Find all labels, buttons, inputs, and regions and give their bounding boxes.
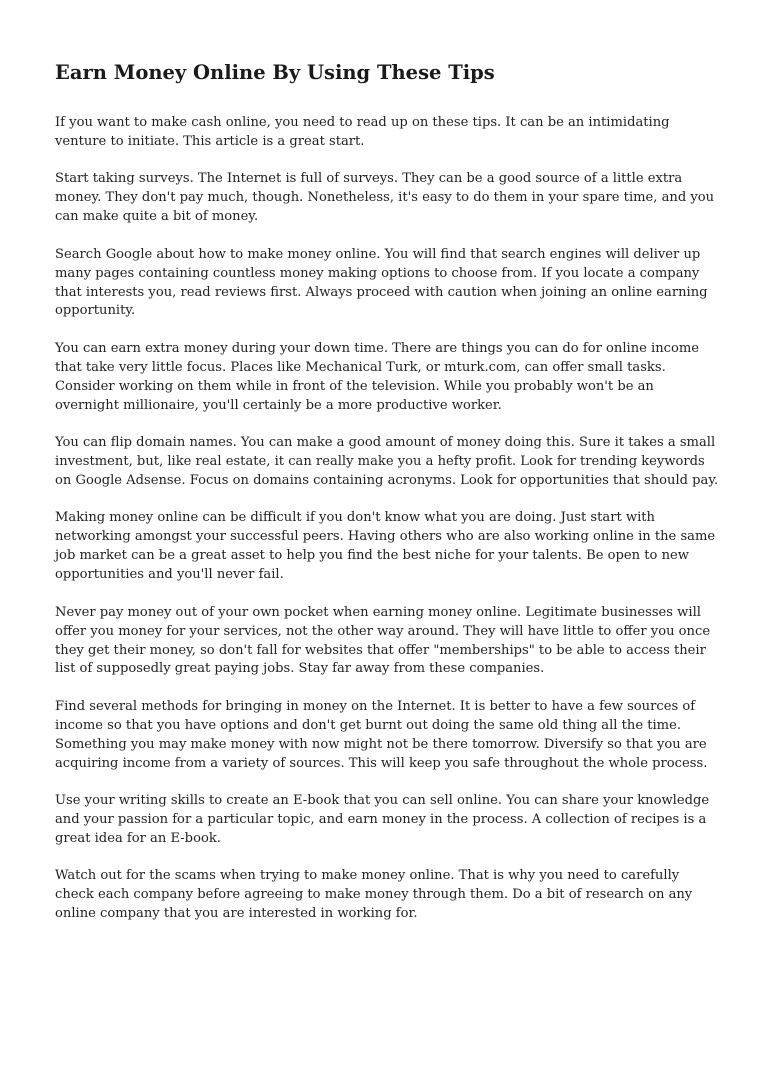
paragraph-8: Find several methods for bringing in money on the Internet. It is better to have a few sources of income so that you have options and don't get burnt out doing the same old thing all the time. Something you may make money with now might not be there tomorrow. Diversify so that you are acquiring income from a variety of sources. This will keep you safe throughout the whole process. [55, 698, 708, 771]
paragraph-6: Making money online can be difficult if you don't know what you are doing. Just start with networking amongst your successful peers. Having others who are also working online in the same job market can be a great asset to help you find the best niche for your talents. Be open to new opportunities and you'll never fail. [55, 510, 716, 583]
paragraph-3: Search Google about how to make money online. You will find that search engines will deliver up many pages containing countless money making options to choose from. If you locate a company that interests you, read reviews first. Always proceed with caution when joining an online earning opportunity. [55, 246, 708, 319]
document-page [55, 60, 720, 943]
paragraph-9: Use your writing skills to create an E-book that you can sell online. You can share your knowledge and your passion for a particular topic, and earn money in the process. A collection of recipes is a great idea for an E-book. [55, 793, 710, 846]
paragraph-4: You can earn extra money during your down time. There are things you can do for online income that take very little focus. Places like Mechanical Turk, or mturk.com, can offer small tasks. Consider working on them while in front of the television. While you probably won't be an overnight millionaire, you'll certainly be a more productive worker. [55, 340, 700, 413]
paragraph-1: If you want to make cash online, you need to read up on these tips. It can be an intimidating venture to initiate. This article is a great start. [55, 115, 670, 149]
paragraph-7: Never pay money out of your own pocket when earning money online. Legitimate businesses will offer you money for your services, not the other way around. They will have little to offer you once they get their money, so don't fall for websites that offer "memberships" to be able to access their list of supposedly great paying jobs. Stay far away from these companies. [55, 604, 711, 677]
paragraph-10: Watch out for the scams when trying to make money online. That is why you need to carefully check each company before agreeing to make money through them. Do a bit of research on any online company that you are interested in working for. [55, 868, 693, 922]
paragraph-5: You can flip domain names. You can make a good amount of money doing this. Sure it takes a small investment, but, like real estate, it can really make you a hefty profit. Look for trending keywords on Google Adsense. Focus on domains containing acronyms. Look for opportunities that should pay. [55, 435, 719, 488]
document-body [55, 114, 720, 924]
document-title: Earn Money Online By Using These Tips [55, 61, 495, 84]
paragraph-2: Start taking surveys. The Internet is full of surveys. They can be a good source of a little extra money. They don't pay much, though. Nonetheless, it's easy to do them in your spare time, and you can make quite a bit of money. [55, 171, 715, 225]
